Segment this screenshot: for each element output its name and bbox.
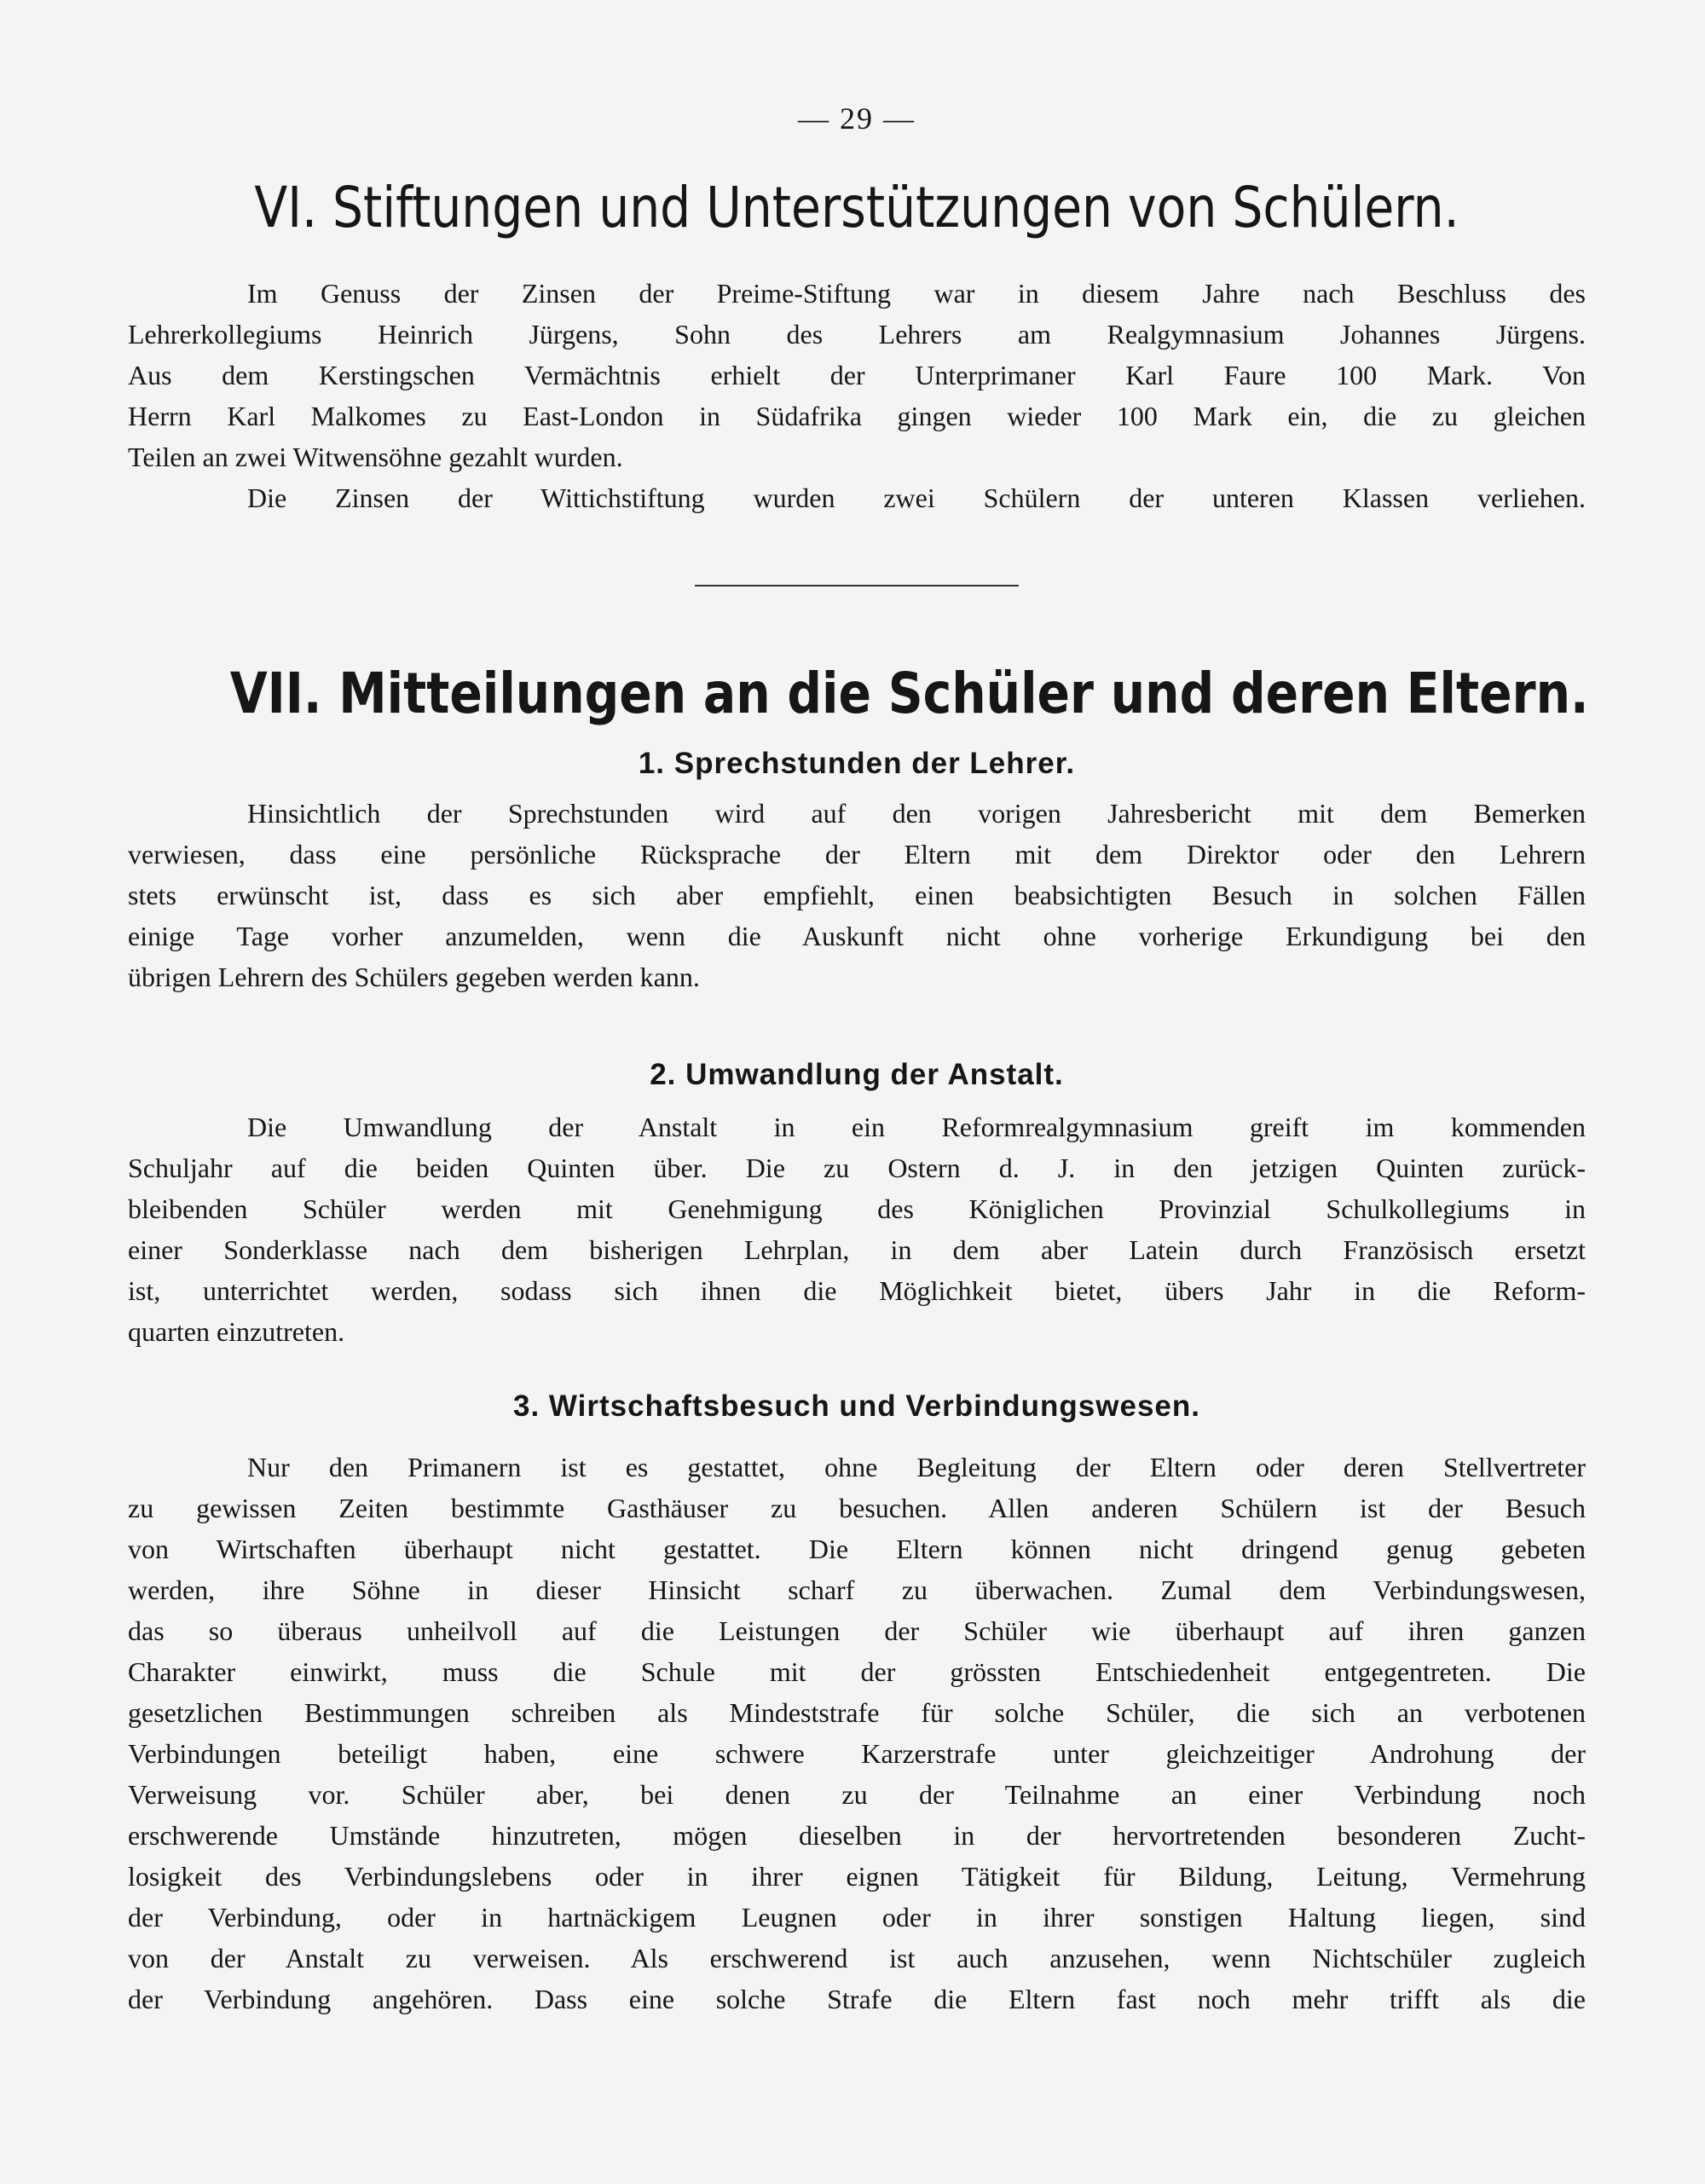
text-line: der Verbindung, oder in hartnäckigem Leugnen oder in ihrer sonstigen Haltung liegen, sind: [128, 1902, 1586, 1933]
section-2-heading: 2. Umwandlung der Anstalt.: [650, 1058, 1064, 1091]
text-line: gesetzlichen Bestimmungen schreiben als Mindeststrafe für solche Schüler, die sich an verbotenen: [128, 1697, 1586, 1728]
text-line: Herrn Karl Malkomes zu East-London in Südafrika gingen wieder 100 Mark ein, die zu gleichen: [128, 401, 1586, 431]
text-line: Aus dem Kerstingschen Vermächtnis erhielt der Unterprimaner Karl Faure 100 Mark. Von: [128, 360, 1586, 390]
text-line: Verweisung vor. Schüler aber, bei denen zu der Teilnahme an einer Verbindung noch: [128, 1779, 1586, 1810]
text-line: stets erwünscht ist, dass es sich aber empfiehlt, einen beabsichtigten Besuch in solchen Fällen: [128, 880, 1586, 910]
text-line: von Wirtschaften überhaupt nicht gestattet. Die Eltern können nicht dringend genug gebeten: [128, 1534, 1586, 1564]
paragraph-stiftungen: [128, 273, 1586, 477]
text-line: Lehrerkollegiums Heinrich Jürgens, Sohn des Lehrers am Realgymnasium Johannes Jürgens.: [128, 319, 1586, 350]
text-line: Im Genuss der Zinsen der Preime-Stiftung war in diesem Jahre nach Beschluss des: [247, 278, 1586, 309]
paragraph-wirtschaftsbesuch: [128, 1447, 1586, 2019]
text-line: quarten einzutreten.: [128, 1316, 345, 1347]
text-line: erschwerende Umstände hinzutreten, mögen dieselben in der hervortretenden besonderen Zucht-: [128, 1820, 1586, 1851]
text-line: von der Anstalt zu verweisen. Als erschwerend ist auch anzusehen, wenn Nichtschüler zugleich: [128, 1943, 1586, 1973]
text-line: Teilen an zwei Witwensöhne gezahlt wurden.: [128, 442, 623, 472]
page-number: — 29 —: [798, 101, 916, 136]
text-line: verwiesen, dass eine persönliche Rücksprache der Eltern mit dem Direktor oder den Lehrern: [128, 839, 1586, 870]
section-divider: [695, 585, 1019, 586]
section-1-heading: 1. Sprechstunden der Lehrer.: [638, 747, 1076, 780]
text-line: ist, unterrichtet werden, sodass sich ihnen die Möglichkeit bietet, übers Jahr in die Reform-: [128, 1275, 1586, 1306]
text-line: übrigen Lehrern des Schülers gegeben werden kann.: [128, 962, 700, 992]
chapter-vi-heading: VI. Stiftungen und Unterstützungen von Schülern.: [254, 175, 1459, 240]
text-line: werden, ihre Söhne in dieser Hinsicht scharf zu überwachen. Zumal dem Verbindungswesen,: [128, 1574, 1586, 1605]
text-line: bleibenden Schüler werden mit Genehmigung des Königlichen Provinzial Schulkollegiums in: [128, 1193, 1586, 1224]
text-line: zu gewissen Zeiten bestimmte Gasthäuser zu besuchen. Allen anderen Schülern ist der Besuch: [128, 1493, 1586, 1523]
text-line: Die Umwandlung der Anstalt in ein Reformrealgymnasium greift im kommenden: [247, 1112, 1586, 1142]
text-line: der Verbindung angehören. Dass eine solche Strafe die Eltern fast noch mehr trifft als die: [128, 1984, 1586, 2014]
text-line: Schuljahr auf die beiden Quinten über. Die zu Ostern d. J. in den jetzigen Quinten zurück-: [128, 1153, 1586, 1183]
section-3-heading: 3. Wirtschaftsbesuch und Verbindungswesen.: [512, 1390, 1200, 1423]
text-line: Nur den Primanern ist es gestattet, ohne Begleitung der Eltern oder deren Stellvertreter: [247, 1452, 1586, 1482]
paragraph-wittichstiftung: [128, 477, 1586, 518]
chapter-vii-heading: VII. Mitteilungen an die Schüler und deren Eltern.: [229, 661, 1589, 726]
paragraph-sprechstunden: [128, 793, 1586, 997]
text-line: Verbindungen beteiligt haben, eine schwere Karzerstrafe unter gleichzeitiger Androhung der: [128, 1738, 1586, 1769]
text-line: Charakter einwirkt, muss die Schule mit der grössten Entschiedenheit entgegentreten. Die: [128, 1656, 1586, 1687]
text-line: Die Zinsen der Wittichstiftung wurden zwei Schülern der unteren Klassen verliehen.: [247, 482, 1586, 513]
text-line: einige Tage vorher anzumelden, wenn die Auskunft nicht ohne vorherige Erkundigung bei den: [128, 921, 1586, 951]
paragraph-umwandlung: [128, 1106, 1586, 1352]
text-line: Hinsichtlich der Sprechstunden wird auf den vorigen Jahresbericht mit dem Bemerken: [247, 798, 1586, 829]
text-line: einer Sonderklasse nach dem bisherigen Lehrplan, in dem aber Latein durch Französisch ersetzt: [128, 1234, 1586, 1265]
document-page: [128, 0, 1589, 2184]
text-line: losigkeit des Verbindungslebens oder in ihrer eignen Tätigkeit für Bildung, Leitung, Vermehrung: [128, 1861, 1586, 1892]
text-line: das so überaus unheilvoll auf die Leistungen der Schüler wie überhaupt auf ihren ganzen: [128, 1615, 1586, 1646]
